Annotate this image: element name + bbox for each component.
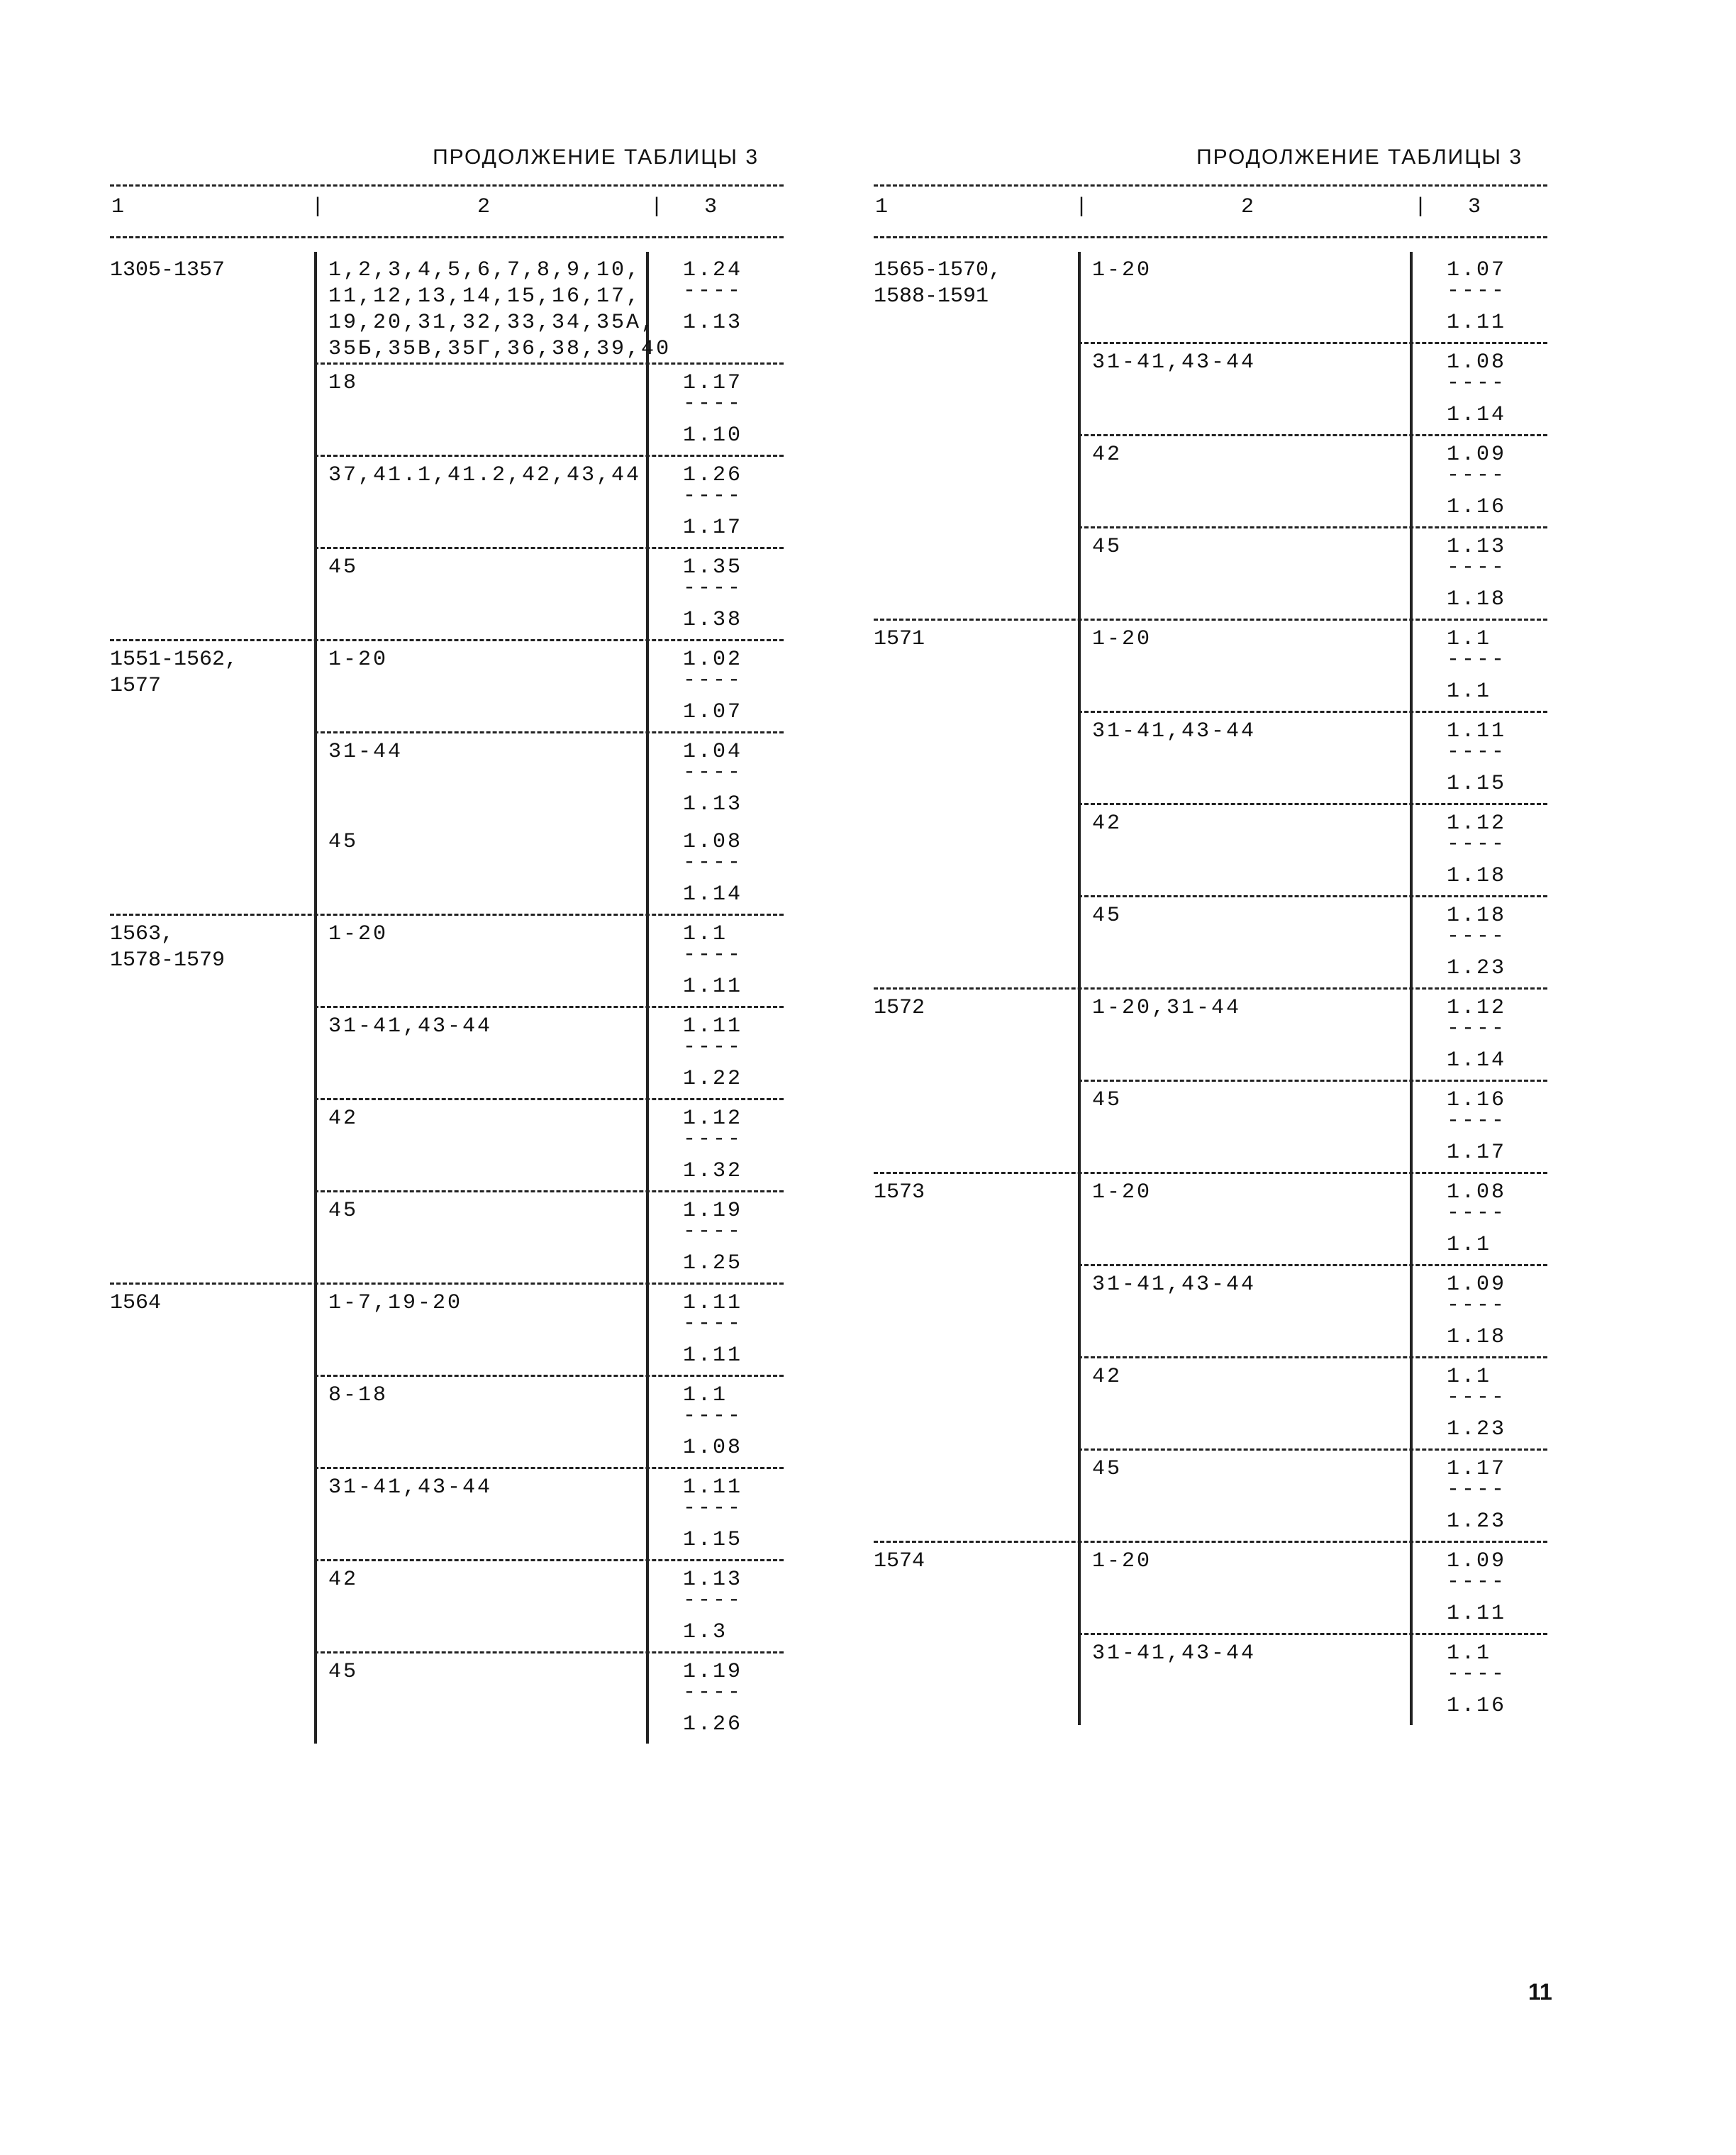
cell-coefficient — [649, 916, 769, 1006]
coefficient-numerator: 1.07 — [1447, 258, 1507, 282]
coefficient-denominator: 1.07 — [683, 700, 743, 724]
cell-positions: 42 — [317, 1100, 649, 1190]
fraction-bar: ---- — [683, 1219, 743, 1243]
cell-coefficient — [649, 1285, 769, 1375]
cell-steel-grade: 1305-1357 — [110, 258, 226, 282]
coefficient-denominator: 1.25 — [683, 1251, 743, 1275]
cell-positions: 1-20 — [1081, 252, 1413, 342]
sub-row — [314, 916, 784, 1006]
coefficient-denominator: 1.13 — [683, 311, 743, 335]
coefficient-numerator: 1.09 — [1447, 443, 1507, 467]
coefficient-numerator: 1.11 — [683, 1291, 743, 1315]
table-row — [874, 1174, 1547, 1543]
coefficient-numerator: 1.1 — [1447, 1641, 1492, 1666]
coefficient-denominator: 1.18 — [1447, 864, 1507, 888]
sub-row — [1078, 990, 1547, 1080]
cell-positions: 45 — [1081, 897, 1413, 987]
coefficient-numerator: 1.11 — [683, 1475, 743, 1500]
sub-row — [1078, 803, 1547, 895]
cell-steel-grade: 1571 — [874, 627, 925, 651]
sub-row — [314, 1190, 784, 1283]
coefficient-denominator: 1.08 — [683, 1436, 743, 1460]
col-header-1: 1 — [111, 195, 125, 219]
fraction-bar: ---- — [1447, 1016, 1507, 1041]
col-header-1: 1 — [875, 195, 889, 219]
cell-coefficient — [1413, 1451, 1533, 1541]
sub-row — [314, 362, 784, 455]
fraction-bar: ---- — [1447, 924, 1507, 948]
coefficient-numerator: 1.12 — [1447, 811, 1507, 836]
cell-steel-grade: 1573 — [874, 1180, 925, 1204]
coefficient-numerator: 1.19 — [683, 1660, 743, 1684]
coefficient-numerator: 1.08 — [1447, 1180, 1507, 1204]
cell-coefficient — [649, 457, 769, 547]
sub-row — [1078, 1448, 1547, 1541]
cell-coefficient — [649, 252, 769, 362]
header-bottom-rule — [110, 236, 784, 238]
coefficient-numerator: 1.16 — [1447, 1088, 1507, 1112]
cell-positions: 1-7,19-20 — [317, 1285, 649, 1375]
coefficient-denominator: 1.32 — [683, 1159, 743, 1183]
cell-steel-grade: 1572 — [874, 996, 925, 1020]
cell-coefficient — [1413, 713, 1533, 803]
fraction-bar: ---- — [683, 392, 743, 416]
coefficient-numerator: 1.12 — [683, 1107, 743, 1131]
coefficient-denominator: 1.38 — [683, 608, 743, 632]
table-row — [874, 990, 1547, 1174]
table-top-rule — [110, 184, 784, 187]
cell-positions: 45 — [1081, 1082, 1413, 1172]
fraction-bar: ---- — [1447, 1109, 1507, 1133]
cell-positions: 18 — [317, 365, 649, 455]
fraction-bar: ---- — [683, 760, 743, 785]
coefficient-denominator: 1.14 — [1447, 403, 1507, 427]
sub-row — [1078, 711, 1547, 803]
coefficient-denominator: 1.14 — [683, 882, 743, 907]
sub-row — [1078, 1080, 1547, 1172]
cell-coefficient — [1413, 252, 1533, 342]
cell-positions: 37,41.1,41.2,42,43,44 — [317, 457, 649, 547]
coefficient-numerator: 1.09 — [1447, 1549, 1507, 1573]
cell-coefficient — [1413, 1174, 1533, 1264]
sub-row — [314, 1006, 784, 1098]
cell-coefficient — [649, 1561, 769, 1651]
sub-row — [1078, 621, 1547, 711]
table-row — [874, 252, 1547, 621]
fraction-bar: ---- — [683, 1312, 743, 1336]
fraction-bar: ---- — [683, 851, 743, 875]
fraction-bar: ---- — [683, 1680, 743, 1705]
cell-coefficient — [1413, 528, 1533, 619]
cell-coefficient — [1413, 805, 1533, 895]
sub-row — [314, 1467, 784, 1559]
cell-positions: 42 — [1081, 805, 1413, 895]
cell-positions: 1-20 — [1081, 621, 1413, 711]
table-row — [110, 1285, 784, 1744]
col-header-divider: | — [650, 195, 664, 219]
sub-row — [314, 731, 784, 824]
col-header-2: 2 — [1241, 195, 1254, 219]
cell-positions: 1-20 — [317, 641, 649, 731]
cell-coefficient — [649, 733, 769, 824]
coefficient-numerator: 1.08 — [1447, 350, 1507, 375]
table-header — [874, 195, 1547, 231]
fraction-bar: ---- — [683, 668, 743, 692]
coefficient-denominator: 1.3 — [683, 1620, 728, 1644]
coefficient-denominator: 1.15 — [683, 1528, 743, 1552]
cell-positions: 42 — [1081, 436, 1413, 526]
coefficient-denominator: 1.11 — [683, 1344, 743, 1368]
col-header-3: 3 — [1468, 195, 1481, 219]
coefficient-denominator: 1.1 — [1447, 680, 1492, 704]
cell-coefficient — [1413, 1082, 1533, 1172]
coefficient-numerator: 1.04 — [683, 740, 743, 764]
fraction-bar: ---- — [1447, 1201, 1507, 1225]
coefficient-denominator: 1.18 — [1447, 587, 1507, 611]
cell-positions: 1,2,3,4,5,6,7,8,9,10, 11,12,13,14,15,16,17, 19,20,31,32,33,34,35А, 35Б,35В,35Г,36,38,39,40 — [317, 252, 649, 362]
cell-steel-grade: 1565-1570, 1588-1591 — [874, 258, 1002, 309]
cell-positions: 45 — [1081, 1451, 1413, 1541]
table-header — [110, 195, 784, 231]
coefficient-denominator: 1.17 — [1447, 1141, 1507, 1165]
sub-row — [1078, 1264, 1547, 1356]
fraction-bar: ---- — [1447, 1662, 1507, 1686]
fraction-bar: ---- — [683, 943, 743, 967]
coefficient-numerator: 1.11 — [683, 1014, 743, 1038]
fraction-bar: ---- — [683, 1588, 743, 1612]
cell-steel-grade: 1574 — [874, 1549, 925, 1573]
sub-row — [314, 1098, 784, 1190]
cell-coefficient — [1413, 344, 1533, 434]
cell-steel-grade: 1564 — [110, 1291, 162, 1315]
coefficient-numerator: 1.35 — [683, 555, 743, 580]
coefficient-denominator: 1.13 — [683, 792, 743, 816]
table-body — [874, 252, 1547, 1725]
coefficient-numerator: 1.1 — [683, 1383, 728, 1407]
sub-row — [1078, 895, 1547, 987]
cell-coefficient — [1413, 1635, 1533, 1725]
cell-steel-grade: 1551-1562, 1577 — [110, 648, 238, 698]
col-header-3: 3 — [704, 195, 718, 219]
col-header-divider: | — [311, 195, 325, 219]
coefficient-numerator: 1.11 — [1447, 719, 1507, 743]
page-number: 11 — [1528, 1979, 1552, 2005]
coefficient-numerator: 1.17 — [1447, 1457, 1507, 1481]
coefficient-denominator: 1.17 — [683, 516, 743, 540]
coefficient-numerator: 1.13 — [683, 1568, 743, 1592]
cell-positions: 45 — [317, 549, 649, 639]
fraction-bar: ---- — [1447, 463, 1507, 487]
table-row — [874, 1543, 1547, 1725]
cell-coefficient — [1413, 436, 1533, 526]
coefficient-denominator: 1.11 — [683, 975, 743, 999]
coefficient-numerator: 1.1 — [1447, 1365, 1492, 1389]
cell-positions: 42 — [317, 1561, 649, 1651]
cell-coefficient — [649, 365, 769, 455]
sub-row — [1078, 434, 1547, 526]
cell-coefficient — [649, 1100, 769, 1190]
cell-positions: 8-18 — [317, 1377, 649, 1467]
col-header-divider: | — [1414, 195, 1428, 219]
table-caption: ПРОДОЛЖЕНИЕ ТАБЛИЦЫ 3 — [1196, 145, 1523, 169]
fraction-bar: ---- — [1447, 648, 1507, 672]
coefficient-denominator: 1.15 — [1447, 772, 1507, 796]
table-row — [110, 641, 784, 916]
coefficient-numerator: 1.19 — [683, 1199, 743, 1223]
fraction-bar: ---- — [1447, 1385, 1507, 1409]
sub-row — [1078, 1174, 1547, 1264]
cell-coefficient — [1413, 621, 1533, 711]
fraction-bar: ---- — [1447, 740, 1507, 764]
coefficient-denominator: 1.11 — [1447, 311, 1507, 335]
fraction-bar: ---- — [683, 484, 743, 508]
cell-positions: 42 — [1081, 1358, 1413, 1448]
cell-positions: 45 — [317, 1653, 649, 1744]
coefficient-numerator: 1.12 — [1447, 996, 1507, 1020]
sub-row — [314, 1375, 784, 1467]
cell-coefficient — [649, 1377, 769, 1467]
cell-positions: 31-41,43-44 — [1081, 344, 1413, 434]
sub-row — [314, 455, 784, 547]
cell-positions: 31-41,43-44 — [317, 1008, 649, 1098]
fraction-bar: ---- — [1447, 371, 1507, 395]
header-bottom-rule — [874, 236, 1547, 238]
cell-coefficient — [649, 549, 769, 639]
sub-row — [314, 1651, 784, 1744]
cell-steel-grade: 1563, 1578-1579 — [110, 922, 226, 973]
table-row — [110, 252, 784, 641]
coefficient-denominator: 1.18 — [1447, 1325, 1507, 1349]
sub-row — [314, 641, 784, 731]
sub-row — [314, 1285, 784, 1375]
sub-row — [1078, 1633, 1547, 1725]
cell-positions: 1-20 — [1081, 1543, 1413, 1633]
cell-coefficient — [649, 824, 769, 914]
cell-positions: 1-20,31-44 — [1081, 990, 1413, 1080]
coefficient-denominator: 1.16 — [1447, 495, 1507, 519]
cell-positions: 31-44 — [317, 733, 649, 824]
fraction-bar: ---- — [1447, 555, 1507, 580]
sub-row — [314, 824, 784, 914]
sub-row — [1078, 342, 1547, 434]
cell-positions: 31-41,43-44 — [317, 1469, 649, 1559]
coefficient-denominator: 1.11 — [1447, 1602, 1507, 1626]
cell-coefficient — [649, 1192, 769, 1283]
coefficient-numerator: 1.02 — [683, 648, 743, 672]
coefficient-numerator: 1.1 — [683, 922, 728, 946]
cell-positions: 45 — [317, 1192, 649, 1283]
col-header-2: 2 — [477, 195, 491, 219]
table-top-rule — [874, 184, 1547, 187]
fraction-bar: ---- — [683, 1127, 743, 1151]
cell-coefficient — [649, 1469, 769, 1559]
fraction-bar: ---- — [683, 1404, 743, 1428]
sub-row — [1078, 1356, 1547, 1448]
cell-positions: 1-20 — [317, 916, 649, 1006]
coefficient-numerator: 1.18 — [1447, 904, 1507, 928]
sub-row — [1078, 526, 1547, 619]
coefficient-denominator: 1.16 — [1447, 1694, 1507, 1718]
fraction-bar: ---- — [1447, 279, 1507, 303]
coefficient-numerator: 1.08 — [683, 830, 743, 854]
cell-coefficient — [1413, 1358, 1533, 1448]
cell-positions: 45 — [317, 824, 649, 914]
cell-positions: 31-41,43-44 — [1081, 1266, 1413, 1356]
cell-positions: 31-41,43-44 — [1081, 1635, 1413, 1725]
fraction-bar: ---- — [683, 1035, 743, 1059]
cell-coefficient — [649, 641, 769, 731]
cell-coefficient — [649, 1008, 769, 1098]
coefficient-denominator: 1.23 — [1447, 1509, 1507, 1534]
sub-row — [314, 1559, 784, 1651]
sub-row — [1078, 252, 1547, 342]
fraction-bar: ---- — [1447, 832, 1507, 856]
coefficient-numerator: 1.24 — [683, 258, 743, 282]
sub-row — [314, 252, 784, 362]
coefficient-numerator: 1.1 — [1447, 627, 1492, 651]
cell-coefficient — [1413, 897, 1533, 987]
fraction-bar: ---- — [1447, 1293, 1507, 1317]
coefficient-numerator: 1.13 — [1447, 535, 1507, 559]
col-header-divider: | — [1075, 195, 1089, 219]
sub-row — [314, 547, 784, 639]
coefficient-denominator: 1.23 — [1447, 956, 1507, 980]
cell-positions: 1-20 — [1081, 1174, 1413, 1264]
table-row — [874, 621, 1547, 990]
cell-coefficient — [1413, 990, 1533, 1080]
sub-row — [1078, 1543, 1547, 1633]
coefficient-denominator: 1.10 — [683, 423, 743, 448]
cell-positions: 31-41,43-44 — [1081, 713, 1413, 803]
coefficient-denominator: 1.26 — [683, 1712, 743, 1736]
fraction-bar: ---- — [683, 1496, 743, 1520]
coefficient-numerator: 1.17 — [683, 371, 743, 395]
coefficient-denominator: 1.1 — [1447, 1233, 1492, 1257]
coefficient-denominator: 1.22 — [683, 1067, 743, 1091]
fraction-bar: ---- — [1447, 1478, 1507, 1502]
cell-coefficient — [649, 1653, 769, 1744]
table-row — [110, 916, 784, 1285]
coefficient-numerator: 1.09 — [1447, 1273, 1507, 1297]
table-body — [110, 252, 784, 1744]
coefficient-denominator: 1.14 — [1447, 1048, 1507, 1073]
cell-coefficient — [1413, 1266, 1533, 1356]
fraction-bar: ---- — [683, 576, 743, 600]
fraction-bar: ---- — [1447, 1570, 1507, 1594]
cell-coefficient — [1413, 1543, 1533, 1633]
table-caption: ПРОДОЛЖЕНИЕ ТАБЛИЦЫ 3 — [433, 145, 759, 169]
fraction-bar: ---- — [683, 279, 743, 303]
coefficient-denominator: 1.23 — [1447, 1417, 1507, 1441]
cell-positions: 45 — [1081, 528, 1413, 619]
coefficient-numerator: 1.26 — [683, 463, 743, 487]
